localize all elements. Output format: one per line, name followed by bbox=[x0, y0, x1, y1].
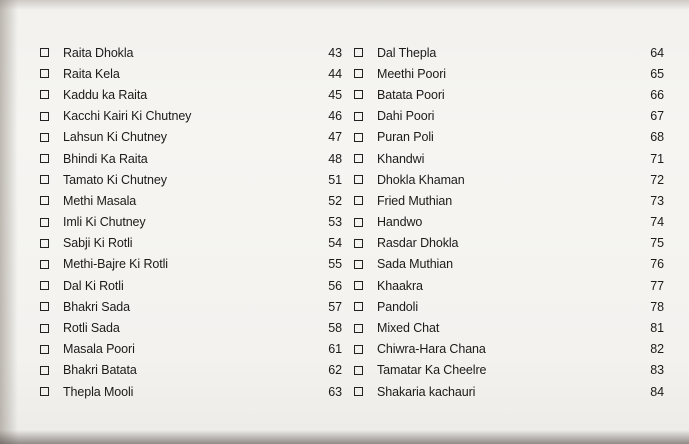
checkbox-square-icon bbox=[354, 387, 363, 396]
recipe-name: Dal Ki Rotli bbox=[63, 278, 124, 293]
recipe-name: Bhindi Ka Raita bbox=[63, 151, 148, 166]
checkbox-square-icon bbox=[40, 302, 49, 311]
recipe-name: Fried Muthian bbox=[377, 193, 453, 208]
recipe-name: Tamato Ki Chutney bbox=[63, 172, 167, 187]
checkbox-square-icon bbox=[354, 239, 363, 248]
page-number: 51 bbox=[328, 172, 342, 187]
recipe-name: Raita Kela bbox=[63, 66, 120, 81]
recipe-row bbox=[40, 42, 342, 63]
recipe-name: Sada Muthian bbox=[377, 257, 453, 272]
recipe-name: Kaddu ka Raita bbox=[63, 87, 148, 102]
checkbox-square-icon bbox=[354, 218, 363, 227]
recipe-name: Batata Poori bbox=[377, 87, 445, 102]
recipe-row bbox=[354, 190, 664, 211]
page-number: 52 bbox=[328, 193, 342, 208]
page-number: 66 bbox=[650, 87, 664, 102]
recipe-name: Bhakri Sada bbox=[63, 299, 130, 314]
page-number: 71 bbox=[650, 151, 664, 166]
recipe-name: Bhakri Batata bbox=[63, 363, 137, 378]
page-number: 76 bbox=[650, 257, 664, 272]
checkbox-square-icon bbox=[354, 345, 363, 354]
page-number: 43 bbox=[328, 45, 342, 60]
page-number: 75 bbox=[650, 236, 664, 251]
page-number: 61 bbox=[328, 342, 342, 357]
recipe-name: Thepla Mooli bbox=[63, 384, 134, 399]
recipe-row bbox=[354, 212, 664, 233]
page-number: 56 bbox=[328, 278, 342, 293]
checkbox-square-icon bbox=[40, 196, 49, 205]
page-number: 57 bbox=[328, 299, 342, 314]
page-number: 47 bbox=[328, 130, 342, 145]
page-number: 84 bbox=[650, 384, 664, 399]
checkbox-square-icon bbox=[354, 175, 363, 184]
checkbox-square-icon bbox=[40, 133, 49, 142]
recipe-row bbox=[40, 212, 342, 233]
recipe-row bbox=[40, 190, 342, 211]
recipe-name: Handwo bbox=[377, 215, 423, 230]
recipe-name: Imli Ki Chutney bbox=[63, 215, 146, 230]
recipe-row bbox=[354, 127, 664, 148]
recipe-row bbox=[354, 84, 664, 105]
recipe-name: Dal Thepla bbox=[377, 45, 437, 60]
recipe-name: Khaakra bbox=[377, 278, 423, 293]
recipe-row bbox=[40, 169, 342, 190]
checkbox-square-icon bbox=[40, 48, 49, 57]
page-number: 73 bbox=[650, 193, 664, 208]
page-number: 63 bbox=[328, 384, 342, 399]
recipe-row bbox=[40, 254, 342, 275]
recipe-row bbox=[354, 275, 664, 296]
checkbox-square-icon bbox=[354, 133, 363, 142]
checkbox-square-icon bbox=[40, 260, 49, 269]
checkbox-square-icon bbox=[354, 196, 363, 205]
recipe-row bbox=[354, 254, 664, 275]
recipe-row bbox=[40, 106, 342, 127]
checkbox-square-icon bbox=[354, 69, 363, 78]
checkbox-square-icon bbox=[354, 48, 363, 57]
page-number: 81 bbox=[650, 321, 664, 336]
checkbox-square-icon bbox=[40, 324, 49, 333]
recipe-row bbox=[40, 317, 342, 338]
recipe-list-left bbox=[40, 42, 342, 402]
recipe-name: Rotli Sada bbox=[63, 321, 120, 336]
checkbox-square-icon bbox=[354, 260, 363, 269]
recipe-row bbox=[354, 148, 664, 169]
checkbox-square-icon bbox=[354, 90, 363, 99]
recipe-row bbox=[40, 148, 342, 169]
page-number: 62 bbox=[328, 363, 342, 378]
recipe-row bbox=[40, 63, 342, 84]
recipe-row bbox=[40, 296, 342, 317]
checkbox-square-icon bbox=[40, 90, 49, 99]
recipe-row bbox=[354, 42, 664, 63]
recipe-name: Chiwra-Hara Chana bbox=[377, 342, 486, 357]
page-number: 48 bbox=[328, 151, 342, 166]
page-number: 68 bbox=[650, 130, 664, 145]
checkbox-square-icon bbox=[40, 281, 49, 290]
checkbox-square-icon bbox=[40, 154, 49, 163]
page-number: 78 bbox=[650, 299, 664, 314]
recipe-name: Kacchi Kairi Ki Chutney bbox=[63, 109, 192, 124]
page-number: 64 bbox=[650, 45, 664, 60]
recipe-row bbox=[354, 169, 664, 190]
recipe-row bbox=[354, 106, 664, 127]
checkbox-square-icon bbox=[40, 366, 49, 375]
recipe-row bbox=[40, 381, 342, 402]
checkbox-square-icon bbox=[354, 154, 363, 163]
recipe-row bbox=[40, 275, 342, 296]
recipe-row bbox=[354, 339, 664, 360]
page-number: 65 bbox=[650, 66, 664, 81]
page-number: 58 bbox=[328, 321, 342, 336]
recipe-name: Puran Poli bbox=[377, 130, 434, 145]
recipe-list-right bbox=[354, 42, 664, 402]
recipe-row bbox=[354, 381, 664, 402]
page-number: 77 bbox=[650, 278, 664, 293]
recipe-row bbox=[354, 360, 664, 381]
checkbox-square-icon bbox=[40, 69, 49, 78]
recipe-row bbox=[354, 63, 664, 84]
checkbox-square-icon bbox=[354, 302, 363, 311]
recipe-name: Mixed Chat bbox=[377, 321, 440, 336]
page-number: 67 bbox=[650, 109, 664, 124]
page-number: 54 bbox=[328, 236, 342, 251]
page-number: 53 bbox=[328, 215, 342, 230]
checkbox-square-icon bbox=[40, 218, 49, 227]
recipe-row bbox=[354, 296, 664, 317]
page-number: 55 bbox=[328, 257, 342, 272]
page-number: 44 bbox=[328, 66, 342, 81]
recipe-name: Lahsun Ki Chutney bbox=[63, 130, 167, 145]
recipe-name: Methi Masala bbox=[63, 193, 137, 208]
page-number: 72 bbox=[650, 172, 664, 187]
checkbox-square-icon bbox=[40, 175, 49, 184]
page-number: 83 bbox=[650, 363, 664, 378]
recipe-row bbox=[40, 233, 342, 254]
recipe-row bbox=[40, 127, 342, 148]
recipe-row bbox=[354, 233, 664, 254]
recipe-name: Shakaria kachauri bbox=[377, 384, 476, 399]
checkbox-square-icon bbox=[40, 112, 49, 121]
recipe-name: Dhokla Khaman bbox=[377, 172, 465, 187]
checkbox-square-icon bbox=[40, 387, 49, 396]
page-number: 74 bbox=[650, 215, 664, 230]
recipe-name: Dahi Poori bbox=[377, 109, 435, 124]
checkbox-square-icon bbox=[40, 345, 49, 354]
page-shadow bbox=[0, 0, 18, 444]
checkbox-square-icon bbox=[354, 324, 363, 333]
recipe-row bbox=[354, 317, 664, 338]
recipe-name: Raita Dhokla bbox=[63, 45, 134, 60]
recipe-name: Pandoli bbox=[377, 299, 418, 314]
page-number: 46 bbox=[328, 109, 342, 124]
checkbox-square-icon bbox=[354, 281, 363, 290]
recipe-row bbox=[40, 84, 342, 105]
page-shadow-top bbox=[0, 0, 689, 10]
recipe-name: Tamatar Ka Cheelre bbox=[377, 363, 487, 378]
recipe-row bbox=[40, 360, 342, 381]
checkbox-square-icon bbox=[354, 112, 363, 121]
checkbox-square-icon bbox=[354, 366, 363, 375]
recipe-name: Methi-Bajre Ki Rotli bbox=[63, 257, 168, 272]
recipe-name: Sabji Ki Rotli bbox=[63, 236, 133, 251]
page-number: 45 bbox=[328, 87, 342, 102]
recipe-row bbox=[40, 339, 342, 360]
recipe-name: Masala Poori bbox=[63, 342, 135, 357]
checkbox-square-icon bbox=[40, 239, 49, 248]
recipe-name: Rasdar Dhokla bbox=[377, 236, 459, 251]
page-number: 82 bbox=[650, 342, 664, 357]
recipe-name: Khandwi bbox=[377, 151, 425, 166]
page-bottom-edge bbox=[0, 430, 689, 444]
recipe-name: Meethi Poori bbox=[377, 66, 446, 81]
